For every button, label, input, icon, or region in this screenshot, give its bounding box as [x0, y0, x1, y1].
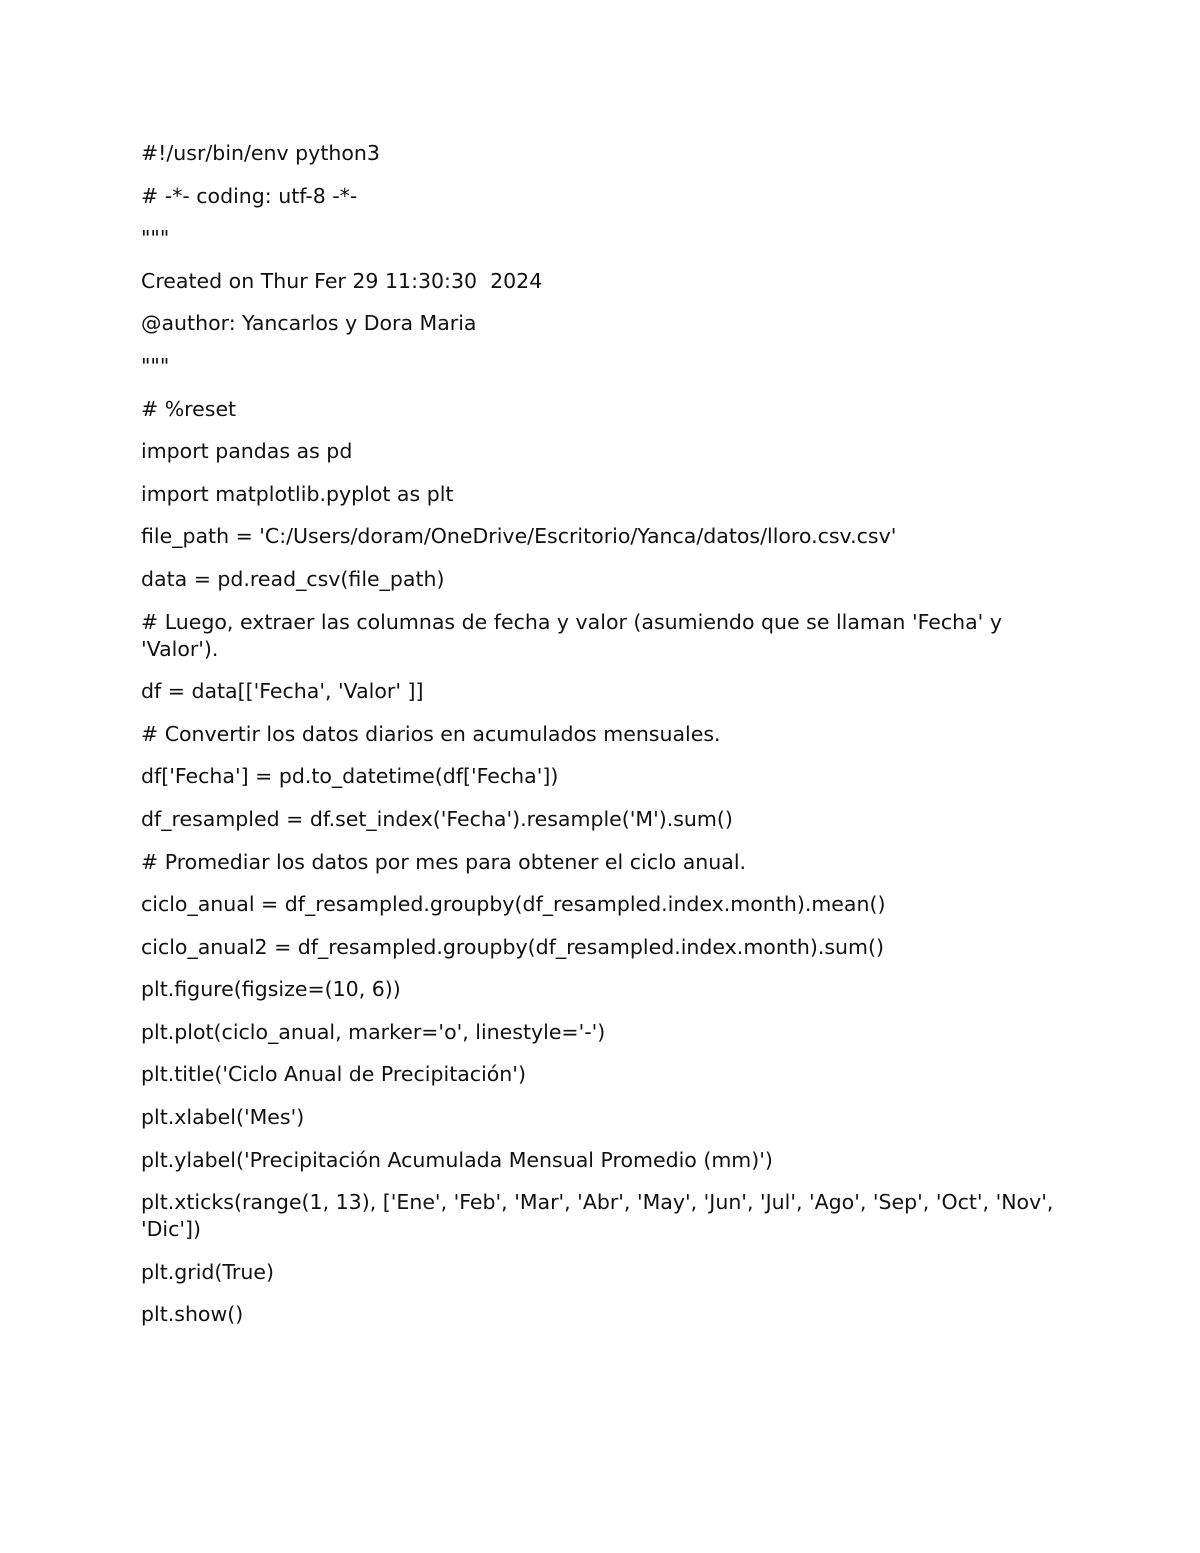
- author-line: @author: Yancarlos y Dora Maria: [141, 311, 477, 336]
- docstring-close: """: [141, 353, 170, 378]
- ciclo-anual2-line: ciclo_anual2 = df_resampled.groupby(df_resampled.index.month).sum(): [141, 934, 885, 959]
- extract-columns-comment: # Luego, extraer las columnas de fecha y valor (asumiendo que se llaman 'Fecha' y 'Valor').: [141, 609, 1009, 661]
- plot-line: plt.plot(ciclo_anual, marker='o', linestyle='-'): [141, 1019, 606, 1044]
- encoding-line: # -*- coding: utf-8 -*-: [141, 183, 358, 208]
- ylabel-line: plt.ylabel('Precipitación Acumulada Mensual Promedio (mm)'): [141, 1147, 773, 1172]
- created-line: Created on Thur Fer 29 11:30:30 2024: [141, 268, 543, 293]
- title-line: plt.title('Ciclo Anual de Precipitación'): [141, 1062, 526, 1087]
- show-line: plt.show(): [141, 1302, 244, 1327]
- read-csv-line: data = pd.read_csv(file_path): [141, 566, 445, 591]
- figure-line: plt.figure(figsize=(10, 6)): [141, 977, 401, 1002]
- ciclo-anual-line: ciclo_anual = df_resampled.groupby(df_resampled.index.month).mean(): [141, 892, 886, 917]
- code-listing: [141, 140, 1061, 1344]
- xticks-line: plt.xticks(range(1, 13), ['Ene', 'Feb', 'Mar', 'Abr', 'May', 'Jun', 'Jul', 'Ago', 'Sep', 'Oct', 'Nov', 'Dic']): [141, 1190, 1060, 1242]
- resample-line: df_resampled = df.set_index('Fecha').resample('M').sum(): [141, 806, 733, 831]
- reset-comment: # %reset: [141, 396, 237, 421]
- shebang-line: #!/usr/bin/env python3: [141, 141, 380, 165]
- average-comment: # Promediar los datos por mes para obtener el ciclo anual.: [141, 849, 747, 874]
- df-select-line: df = data[['Fecha', 'Valor' ]]: [141, 679, 424, 704]
- xlabel-line: plt.xlabel('Mes'): [141, 1105, 305, 1130]
- convert-comment: # Convertir los datos diarios en acumulados mensuales.: [141, 721, 721, 746]
- docstring-open: """: [141, 226, 170, 251]
- import-matplotlib-line: import matplotlib.pyplot as plt: [141, 481, 454, 506]
- import-pandas-line: import pandas as pd: [141, 439, 353, 464]
- grid-line: plt.grid(True): [141, 1259, 274, 1284]
- to-datetime-line: df['Fecha'] = pd.to_datetime(df['Fecha']): [141, 764, 559, 789]
- file-path-line: file_path = 'C:/Users/doram/OneDrive/Escritorio/Yanca/datos/lloro.csv.csv': [141, 524, 897, 549]
